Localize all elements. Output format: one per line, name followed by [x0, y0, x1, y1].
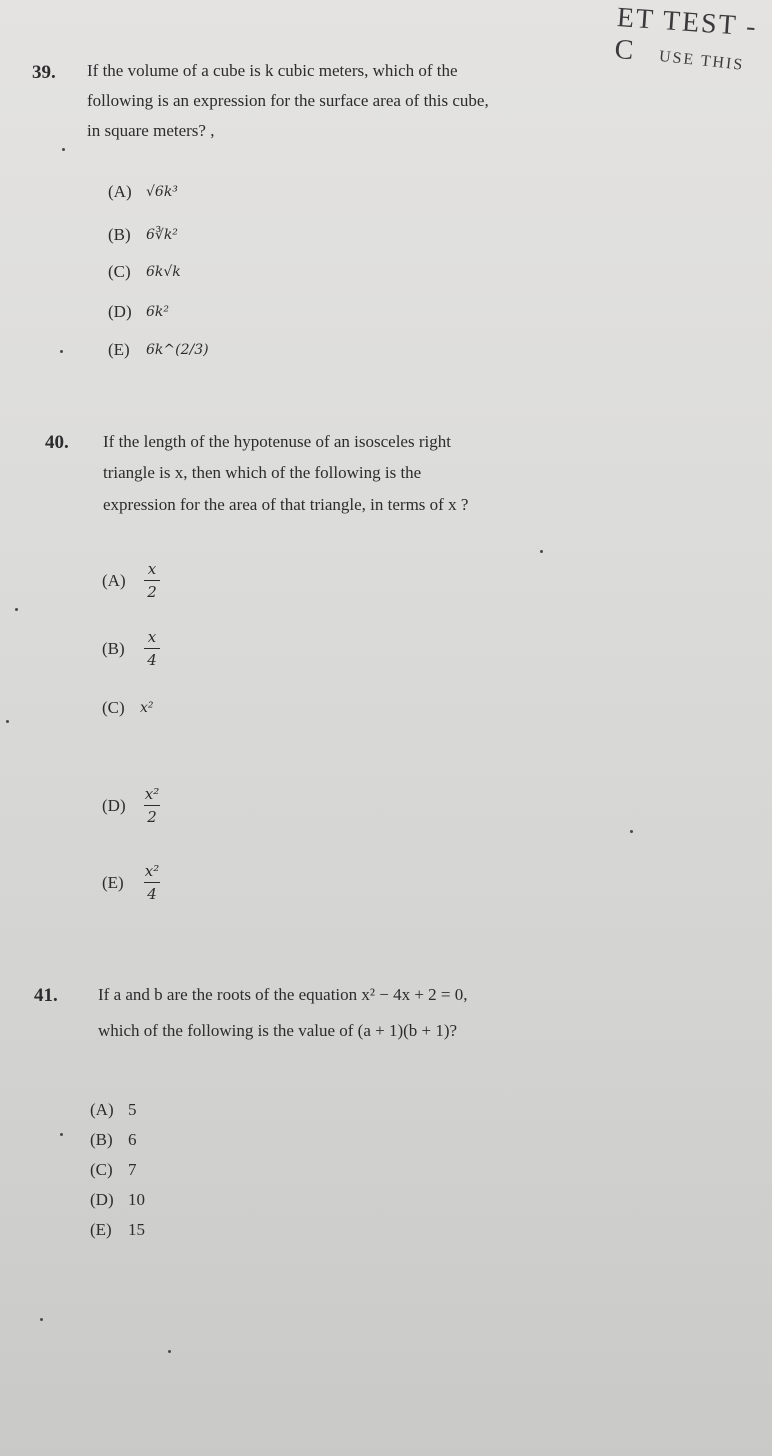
option-label: (D): [90, 1190, 114, 1209]
option-expression: x²: [140, 700, 154, 716]
answer-option[interactable]: [108, 262, 181, 282]
answer-option[interactable]: [108, 340, 209, 360]
option-value: 10: [128, 1190, 145, 1209]
option-label: (E): [102, 872, 124, 892]
answer-option[interactable]: [90, 1130, 137, 1150]
option-fraction: [144, 560, 160, 601]
question-line: If a and b are the roots of the equation x² − 4x + 2 = 0,: [98, 985, 468, 1004]
fraction-denominator: 4: [147, 651, 157, 669]
fraction-numerator: x²: [144, 862, 160, 880]
option-value: 6: [128, 1130, 137, 1149]
option-expression: 6∛k²: [146, 227, 178, 243]
question-line: expression for the area of that triangle, in terms of x ?: [103, 495, 469, 514]
option-fraction: [144, 862, 160, 903]
paper-speck: [168, 1350, 171, 1353]
question-number: 41.: [34, 985, 58, 1006]
answer-option[interactable]: [102, 862, 160, 903]
fraction-bar: [144, 648, 160, 649]
answer-option[interactable]: [90, 1160, 137, 1180]
fraction-bar: [144, 580, 160, 581]
option-label: (C): [108, 262, 131, 281]
option-value: 15: [128, 1220, 145, 1239]
fraction-numerator: x²: [144, 785, 160, 803]
option-fraction: [144, 785, 160, 826]
fraction-bar: [144, 805, 160, 806]
test-header-subtitle: USE THIS: [658, 48, 746, 74]
option-label: (C): [90, 1160, 113, 1179]
option-value: 5: [128, 1100, 137, 1119]
option-label: (A): [102, 570, 126, 590]
answer-option[interactable]: [102, 698, 154, 718]
paper-speck: [60, 1133, 63, 1136]
question-number: 40.: [45, 432, 69, 453]
question-line: If the length of the hypotenuse of an isosceles right: [103, 432, 451, 451]
paper-speck: [15, 608, 18, 611]
fraction-bar: [144, 882, 160, 883]
answer-option[interactable]: [90, 1100, 137, 1120]
paper-speck: [62, 148, 65, 151]
answer-option[interactable]: [102, 628, 160, 669]
paper-speck: [60, 350, 63, 353]
option-label: (E): [108, 340, 130, 359]
option-value: 7: [128, 1160, 137, 1179]
option-label: (D): [102, 795, 126, 815]
option-expression: 6k^(2/3): [146, 342, 209, 358]
option-label: (D): [108, 302, 132, 321]
question-line: which of the following is the value of (a + 1)(b + 1)?: [98, 1021, 458, 1040]
test-header-title: ET TEST - C: [613, 2, 759, 67]
option-expression: √6k³: [146, 184, 178, 200]
answer-option[interactable]: [108, 225, 178, 245]
option-expression: 6k²: [146, 304, 170, 320]
answer-option[interactable]: [90, 1190, 145, 1210]
answer-option[interactable]: [102, 560, 160, 601]
option-label: (C): [102, 698, 125, 717]
answer-option[interactable]: [108, 302, 169, 322]
question-line: following is an expression for the surface area of this cube,: [87, 91, 489, 110]
fraction-numerator: x: [147, 560, 157, 578]
option-label: (A): [108, 182, 132, 201]
question-line: If the volume of a cube is k cubic meters, which of the: [87, 61, 458, 80]
answer-option[interactable]: [102, 785, 160, 826]
option-expression: 6k√k: [146, 264, 181, 280]
question-line: triangle is x, then which of the following is the: [103, 463, 422, 482]
paper-speck: [540, 550, 543, 553]
fraction-denominator: 4: [147, 885, 157, 903]
fraction-numerator: x: [147, 628, 157, 646]
option-fraction: [144, 628, 160, 669]
paper-speck: [40, 1318, 43, 1321]
option-label: (E): [90, 1220, 112, 1239]
question-line: in square meters? ,: [87, 121, 215, 140]
answer-option[interactable]: [90, 1220, 145, 1240]
fraction-denominator: 2: [147, 808, 157, 826]
fraction-denominator: 2: [147, 583, 157, 601]
question-number: 39.: [32, 62, 56, 83]
answer-option[interactable]: [108, 182, 178, 202]
option-label: (B): [90, 1130, 113, 1149]
option-label: (B): [108, 225, 131, 244]
paper-speck: [6, 720, 9, 723]
option-label: (B): [102, 638, 125, 658]
paper-speck: [630, 830, 633, 833]
option-label: (A): [90, 1100, 114, 1119]
